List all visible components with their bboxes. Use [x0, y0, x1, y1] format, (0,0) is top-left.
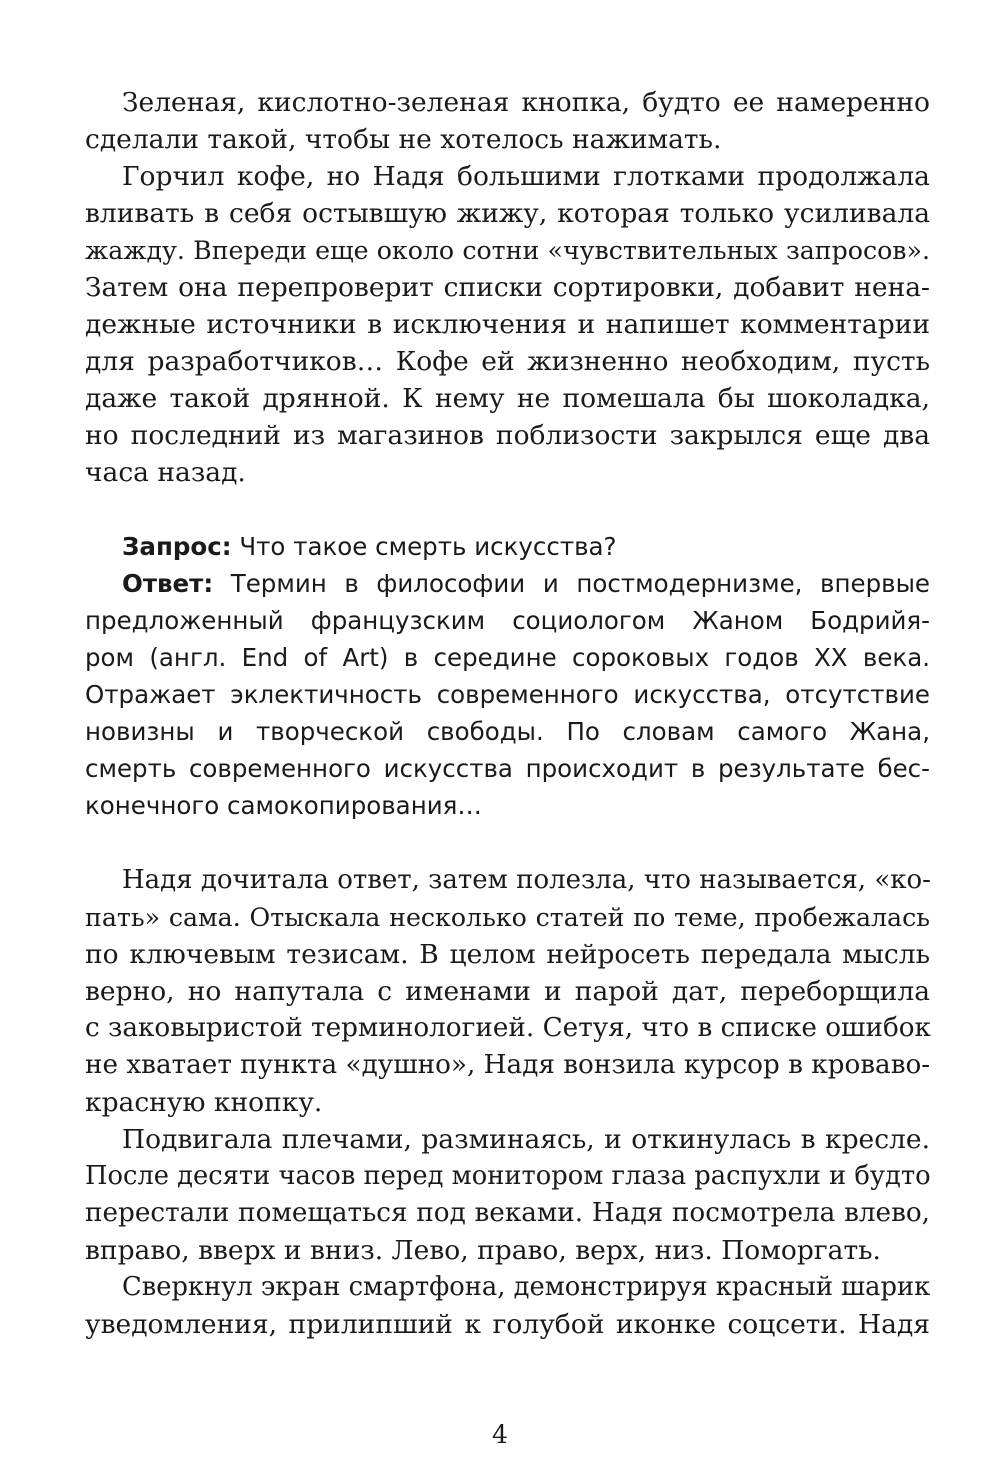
answer-line: предложенный французским социологом Жаном Бодрийя-	[85, 606, 930, 635]
text-line: Зеленая, кислотно-зеленая кнопка, будто ее намеренно	[122, 87, 930, 118]
text-line: Затем она перепроверит списки сортировки, добавит нена-	[85, 272, 930, 303]
query-label: Запрос:	[122, 532, 232, 561]
text-line: Надя дочитала ответ, затем полезла, что называется, «ко-	[122, 865, 931, 895]
text-line: перестали помещаться под веками. Надя посмотрела влево,	[85, 1198, 930, 1228]
answer-label: Ответ:	[122, 569, 214, 598]
text-line: верно, но напутала с именами и парой дат, переборщила	[85, 976, 930, 1007]
text-line: не хватает пункта «душно», Надя вонзила курсор в кроваво-	[85, 1050, 931, 1080]
text-line: по ключевым тезисам. В целом нейросеть передала мысль	[85, 939, 930, 970]
text-line: но последний из магазинов поблизости закрылся еще два	[85, 420, 930, 451]
answer-line: новизны и творческой свободы. По словам самого Жана,	[85, 717, 930, 746]
query-line	[122, 528, 930, 565]
query-text: Что такое смерть искусства?	[231, 532, 617, 561]
text-line: Сверкнул экран смартфона, демонстрируя красный шарик	[122, 1272, 931, 1302]
text-line: уведомления, прилипший к голубой иконке соцсети. Надя	[85, 1309, 930, 1340]
text-line: жажду. Впереди еще около сотни «чувствительных запросов».	[85, 236, 930, 265]
text-line: вливать в себя остывшую жижу, которая только усиливала	[85, 198, 930, 229]
text-line: пать» сама. Отыскала несколько статей по теме, пробежалась	[85, 903, 930, 932]
text-line: После десяти часов перед монитором глаза распухли и будто	[85, 1161, 931, 1191]
text-line: часа назад.	[85, 457, 246, 488]
text-line: сделали такой, чтобы не хотелось нажимать.	[85, 124, 722, 155]
text-line: с заковыристой терминологией. Сетуя, что в списке ошибок	[85, 1013, 931, 1043]
answer-line: ром (англ. End of Art) в середине сороковых годов XX века.	[85, 643, 930, 672]
answer-line: конечного самокопирования…	[85, 791, 482, 820]
answer-line: смерть современного искусства происходит в результате бес-	[85, 754, 930, 783]
text-line: для разработчиков… Кофе ей жизненно необходим, пусть	[85, 346, 930, 377]
text-line: вправо, вверх и вниз. Лево, право, верх, низ. Поморгать.	[85, 1235, 881, 1266]
answer-line	[122, 565, 930, 602]
answer-line: Отражает эклектичность современного искусства, отсутствие	[85, 680, 930, 709]
page-number: 4	[492, 1420, 508, 1449]
answer-text: Термин в философии и постмодернизме, впервые	[213, 569, 930, 598]
text-line: красную кнопку.	[85, 1087, 323, 1118]
text-line: даже такой дрянной. К нему не помешала бы шоколадка,	[85, 383, 930, 414]
text-line: Подвигала плечами, разминаясь, и откинулась в кресле.	[122, 1124, 930, 1155]
text-line: дежные источники в исключения и напишет комментарии	[85, 309, 930, 340]
text-line: Горчил кофе, но Надя большими глотками продолжала	[122, 161, 930, 192]
